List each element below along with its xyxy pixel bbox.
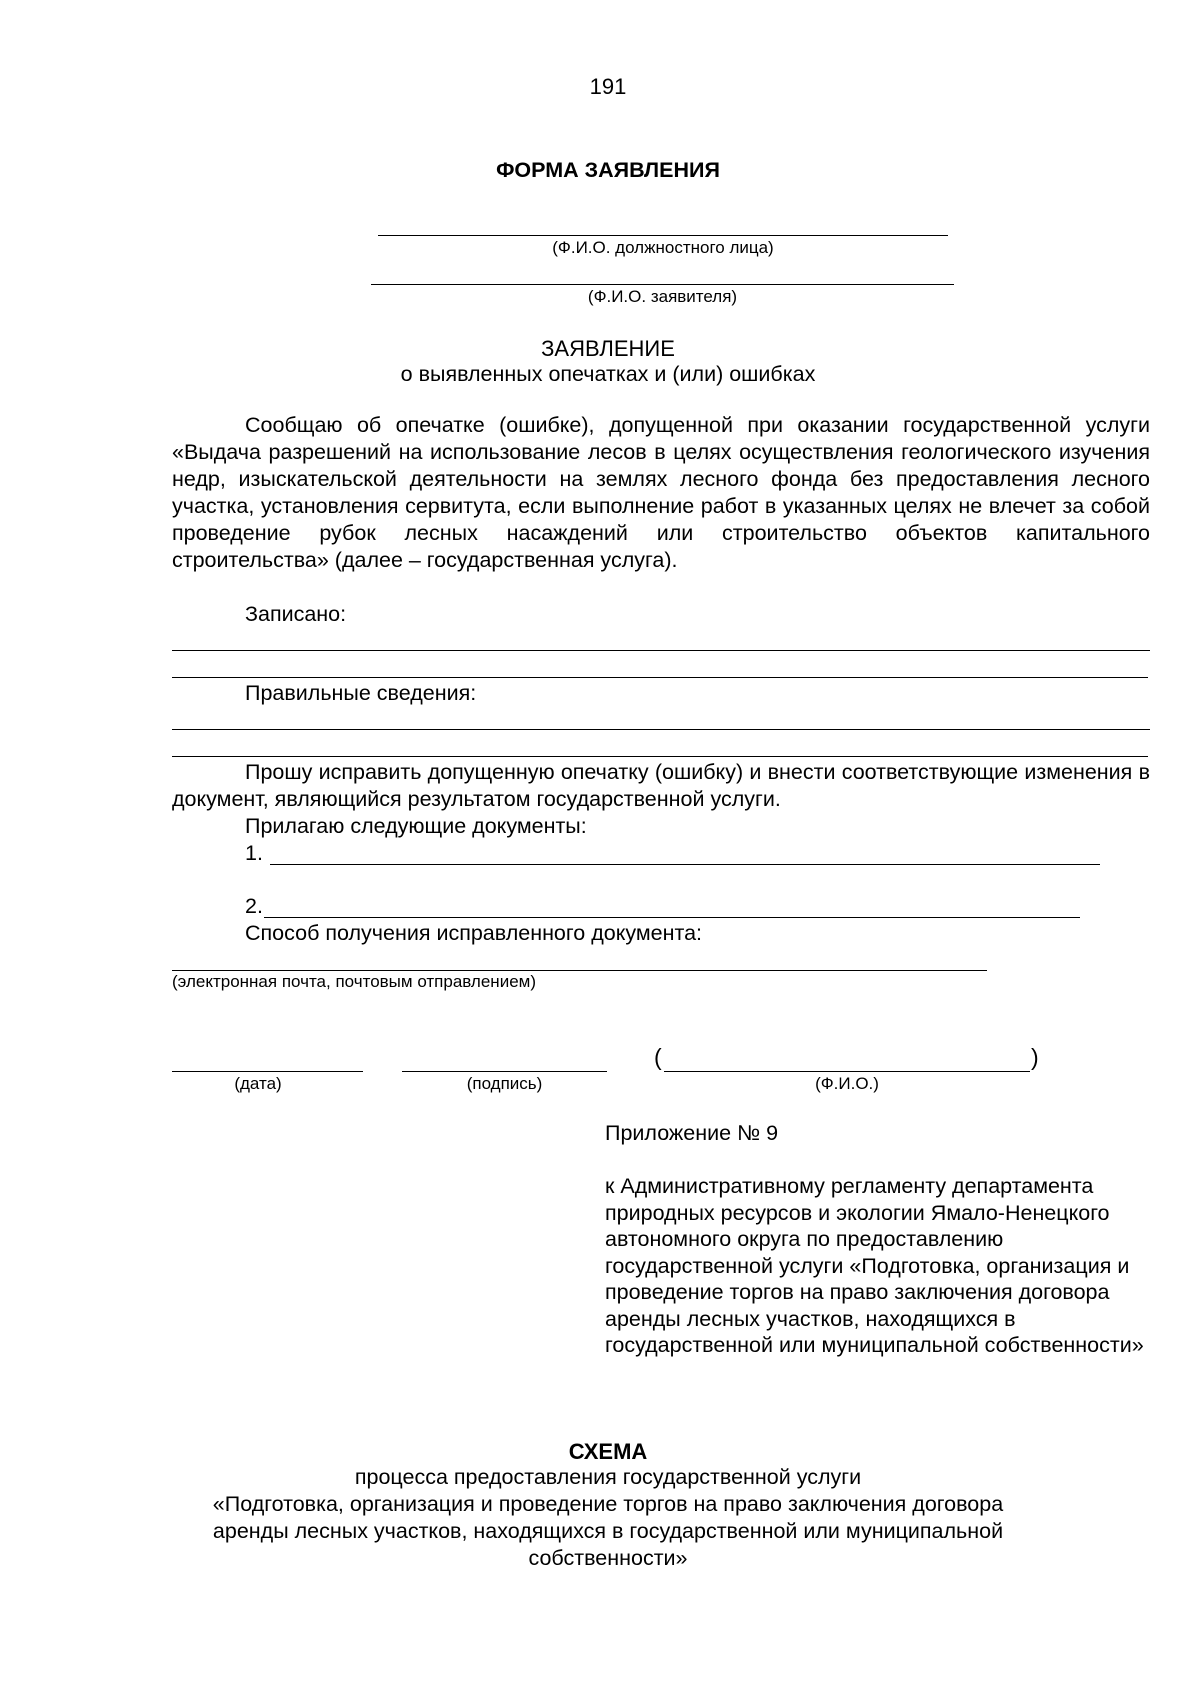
name-line[interactable] [664, 1071, 1030, 1072]
request-paragraph-text: Прошу исправить допущенную опечатку (ошибку) и внести соответствующие изменения в документ, являющийся результатом государственной услуги. [172, 760, 1150, 811]
method-caption: (электронная почта, почтовым отправлением) [172, 972, 536, 991]
date-caption: (дата) [234, 1074, 282, 1093]
correct-line-2[interactable] [172, 756, 1148, 757]
scheme-line-2: «Подготовка, организация и проведение торгов на право заключения договора [212, 1492, 1004, 1516]
correct-line-1[interactable] [172, 729, 1150, 730]
method-label: Способ получения исправленного документа: [245, 921, 703, 945]
statement-subtitle: о выявленных опечатках и (или) ошибках [400, 362, 816, 386]
recorded-line-1[interactable] [172, 650, 1150, 651]
name-caption: (Ф.И.О.) [815, 1074, 879, 1093]
signature-line[interactable] [402, 1071, 607, 1072]
appendix-number: Приложение № 9 [605, 1121, 779, 1145]
attach-item-1-number: 1. [245, 841, 263, 865]
date-line[interactable] [172, 1071, 363, 1072]
scheme-title: СХЕМА [568, 1439, 648, 1464]
attach-item-2-number: 2. [245, 894, 263, 918]
intro-paragraph [172, 412, 1150, 574]
applicant-name-line[interactable] [371, 284, 954, 285]
scheme-line-1: процесса предоставления государственной услуги [354, 1465, 862, 1489]
official-name-caption: (Ф.И.О. должностного лица) [552, 238, 774, 257]
method-line[interactable] [172, 970, 987, 971]
recorded-line-2[interactable] [172, 677, 1148, 678]
correct-label: Правильные сведения: [245, 681, 477, 705]
scheme-line-3: аренды лесных участков, находящихся в государственной или муниципальной [212, 1519, 1004, 1543]
intro-paragraph-text: Сообщаю об опечатке (ошибке), допущенной при оказании государственной услуги «Выдача разрешений на использование лесов в целях осуществления геологического изучения недр, изыскательской деятельности на землях лесного фонда без предоставления лесного участка, установления сервитута, если выполнение работ в указанных целях не влечет за собой проведение рубок лесных насаждений или строительство объектов капитального строительства» (далее – государственная услуга). [172, 413, 1150, 572]
attach-item-1-line[interactable] [270, 864, 1100, 865]
name-open-paren: ( [654, 1044, 662, 1070]
page-number: 191 [589, 74, 627, 99]
attach-label: Прилагаю следующие документы: [245, 814, 587, 838]
request-paragraph [172, 759, 1150, 813]
signature-caption: (подпись) [466, 1074, 543, 1093]
recorded-label: Записано: [245, 602, 347, 626]
statement-title: ЗАЯВЛЕНИЕ [541, 336, 675, 361]
applicant-name-caption: (Ф.И.О. заявителя) [587, 287, 738, 306]
appendix-text: к Административному регламенту департамента природных ресурсов и экологии Ямало-Ненецкого автономного округа по предоставлению государственной услуги «Подготовка, организация и проведение торгов на право заключения договора аренды лесных участков, находящихся в государственной или муниципальной собственности» [605, 1174, 1144, 1357]
scheme-line-4: собственности» [528, 1546, 688, 1570]
official-name-line[interactable] [378, 235, 948, 236]
attach-item-2-line[interactable] [264, 917, 1080, 918]
name-close-paren: ) [1031, 1044, 1039, 1070]
form-title: ФОРМА ЗАЯВЛЕНИЯ [496, 158, 720, 182]
